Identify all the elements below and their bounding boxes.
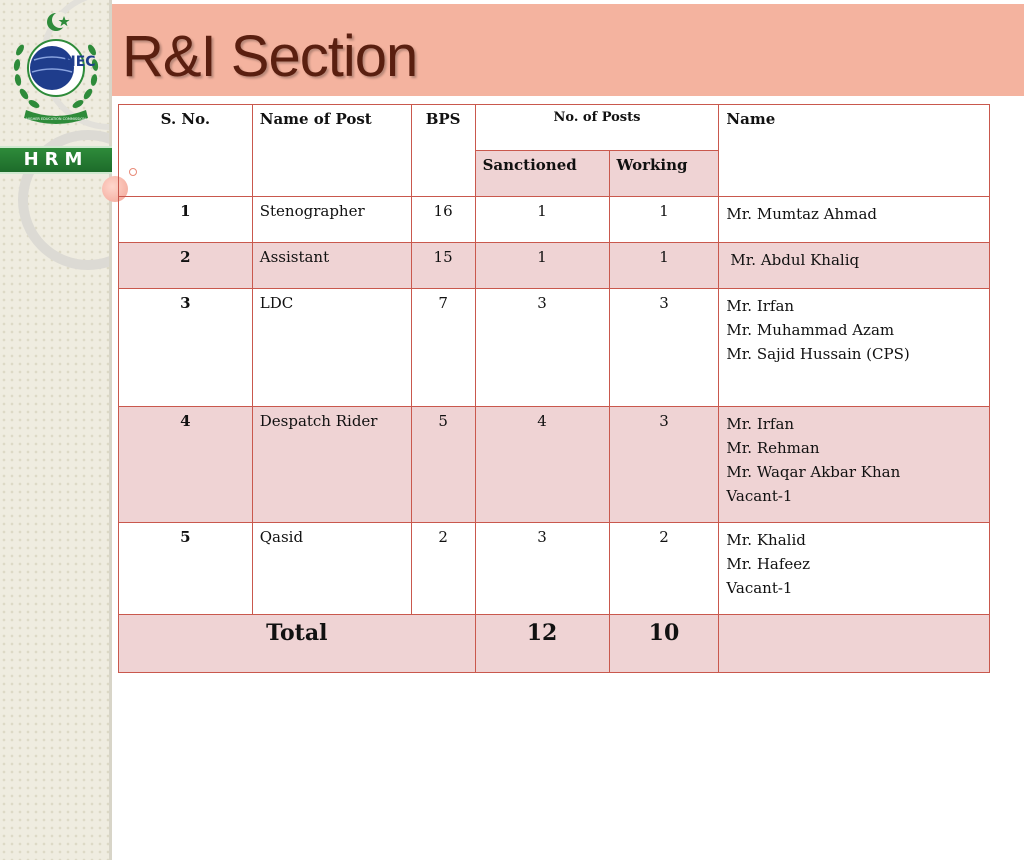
total-label: Total <box>119 615 476 673</box>
cell-post-name: Despatch Rider <box>252 407 411 523</box>
cell-bps: 16 <box>411 197 475 243</box>
cell-post-name: LDC <box>252 289 411 407</box>
cell-working: 2 <box>609 523 719 615</box>
cell-serial-number: 3 <box>119 289 253 407</box>
cell-names <box>719 197 990 243</box>
hrm-banner: HRM <box>0 146 112 174</box>
employee-name: Mr. Rehman <box>726 439 820 457</box>
header-serial-number: S. No. <box>119 105 253 197</box>
table-row <box>119 289 990 407</box>
cell-serial-number: 5 <box>119 523 253 615</box>
cell-bps: 2 <box>411 523 475 615</box>
hec-logo <box>8 10 104 132</box>
cell-serial-number: 4 <box>119 407 253 523</box>
header-name: Name <box>719 105 990 197</box>
cell-working: 3 <box>609 407 719 523</box>
header-working: Working <box>609 151 719 197</box>
cell-names <box>719 243 990 289</box>
employee-name: Mr. Abdul Khaliq <box>730 251 860 269</box>
employee-name: Mr. Hafeez <box>726 555 811 573</box>
employee-name: Mr. Irfan <box>726 415 795 433</box>
cell-names <box>719 407 990 523</box>
cell-working: 1 <box>609 197 719 243</box>
cell-names <box>719 523 990 615</box>
table-row <box>119 407 990 523</box>
cell-working: 3 <box>609 289 719 407</box>
cell-post-name: Qasid <box>252 523 411 615</box>
cell-sanctioned: 1 <box>475 243 609 289</box>
total-names-empty <box>719 615 990 673</box>
total-working: 10 <box>609 615 719 673</box>
employee-name: Mr. Muhammad Azam <box>726 321 895 339</box>
employee-name: Vacant-1 <box>726 487 793 505</box>
table-row <box>119 243 990 289</box>
cell-serial-number: 2 <box>119 243 253 289</box>
cell-sanctioned: 3 <box>475 523 609 615</box>
cell-post-name: Assistant <box>252 243 411 289</box>
cell-sanctioned: 4 <box>475 407 609 523</box>
cell-sanctioned: 1 <box>475 197 609 243</box>
cell-post-name: Stenographer <box>252 197 411 243</box>
total-row <box>119 615 990 673</box>
header-number-of-posts: No. of Posts <box>475 105 719 151</box>
page-title: R&I Section <box>122 24 418 89</box>
employee-name: Mr. Mumtaz Ahmad <box>726 205 877 223</box>
cell-bps: 7 <box>411 289 475 407</box>
cell-bps: 15 <box>411 243 475 289</box>
header-post-name: Name of Post <box>252 105 411 197</box>
cell-names <box>719 289 990 407</box>
cell-working: 1 <box>609 243 719 289</box>
employee-name: Mr. Khalid <box>726 531 806 549</box>
header-sanctioned: Sanctioned <box>475 151 609 197</box>
employee-name: Mr. Irfan <box>726 297 795 315</box>
logo-emblem-text: HEC <box>64 54 96 70</box>
cell-sanctioned: 3 <box>475 289 609 407</box>
posts-table <box>118 104 990 673</box>
table-row <box>119 197 990 243</box>
cell-serial-number: 1 <box>119 197 253 243</box>
employee-name: Mr. Sajid Hussain (CPS) <box>726 345 910 363</box>
logo-ring-text: HIGHER EDUCATION COMMISSION <box>26 117 86 121</box>
employee-name: Mr. Waqar Akbar Khan <box>726 463 901 481</box>
employee-name: Vacant-1 <box>726 579 793 597</box>
total-sanctioned: 12 <box>475 615 609 673</box>
table-row <box>119 523 990 615</box>
header-bps: BPS <box>411 105 475 197</box>
cell-bps: 5 <box>411 407 475 523</box>
